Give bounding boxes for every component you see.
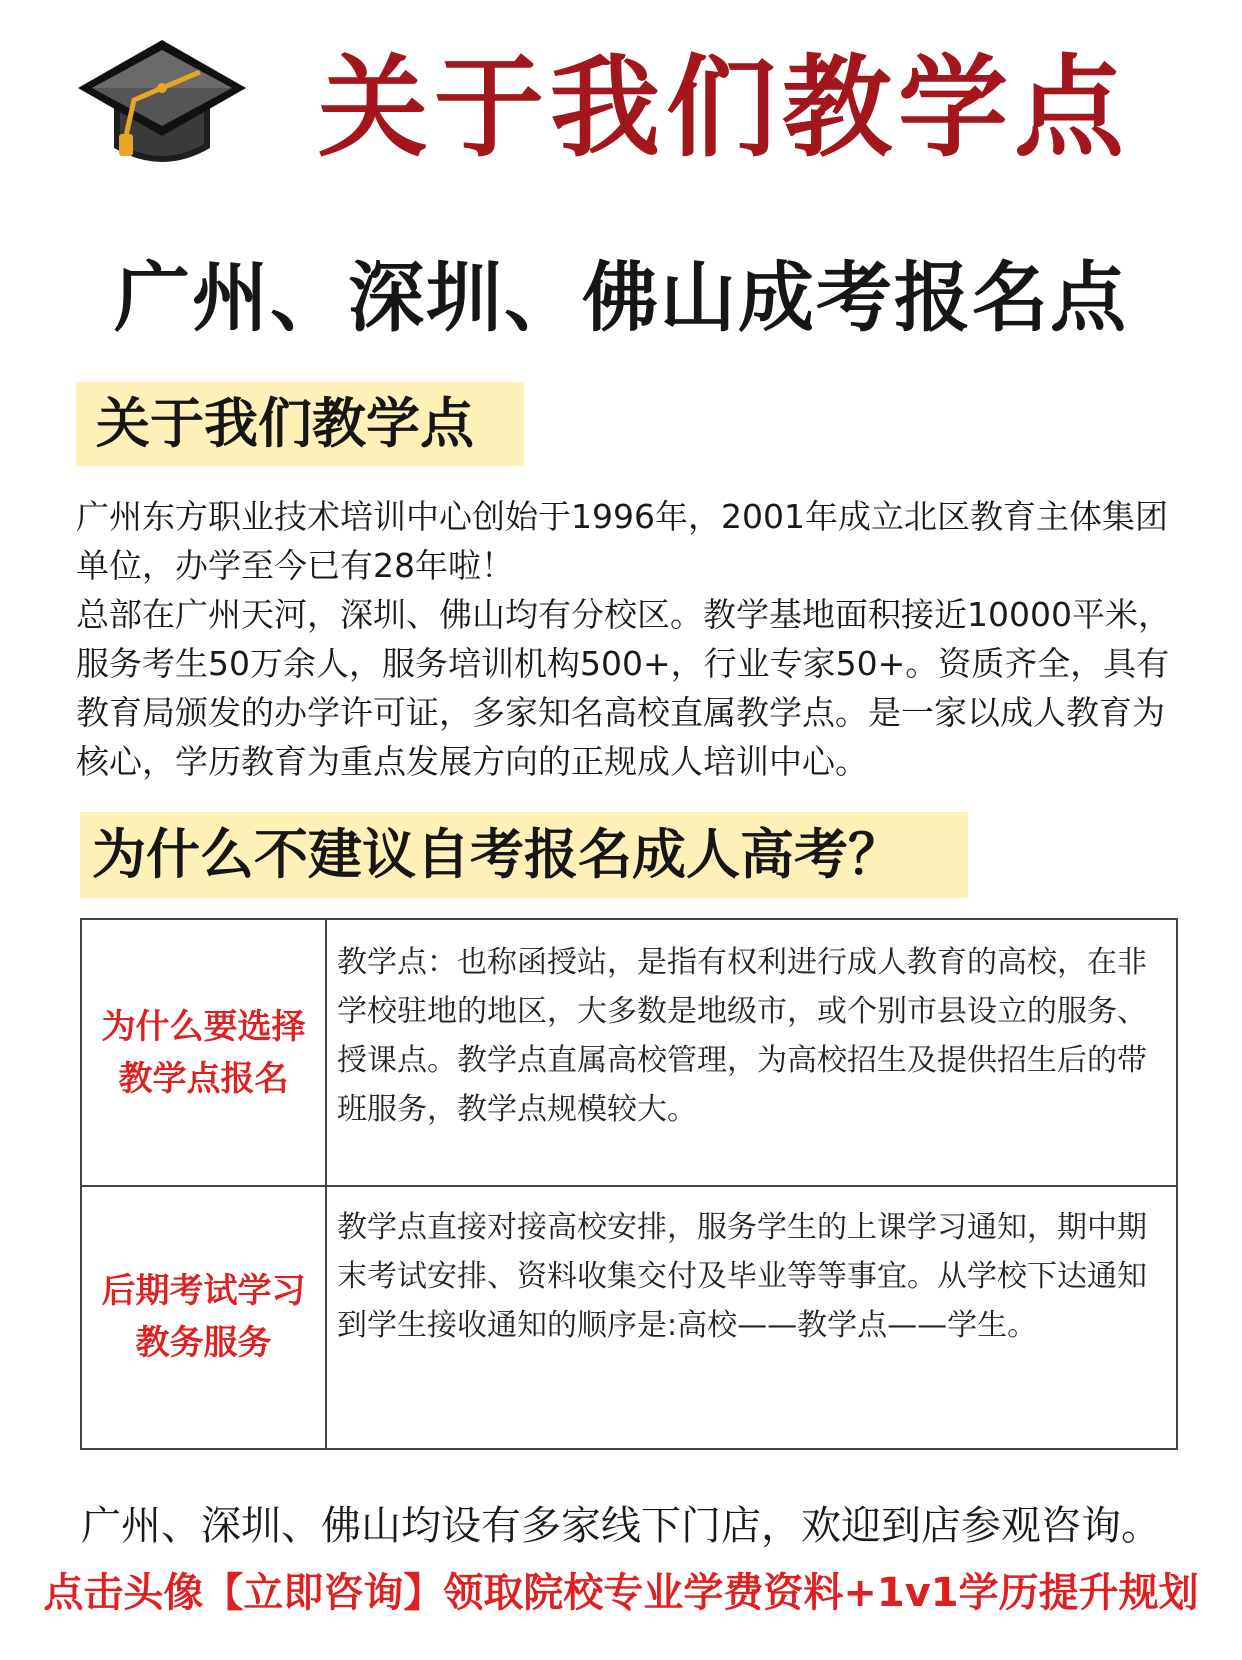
info-table — [80, 918, 1178, 1450]
graduation-cap-icon — [74, 36, 250, 170]
row-label-cell — [82, 920, 327, 1185]
table-row — [82, 920, 1176, 1187]
footer-consult-cta[interactable]: 点击头像【立即咨询】领取院校专业学费资料+1v1学历提升规划 — [43, 1570, 1199, 1616]
row-text: 教学点：也称函授站，是指有权利进行成人教育的高校，在非学校驻地的地区，大多数是地级市，或个别市县设立的服务、授课点。教学点直属高校管理，为高校招生及提供招生后的带班服务，教学点规模较大。 — [337, 945, 1147, 1127]
intro-paragraph: 广州东方职业技术培训中心创始于1996年，2001年成立北区教育主体集团单位，办学至今已有28年啦！ — [76, 497, 1168, 585]
footer-store-note: 广州、深圳、佛山均设有多家线下门店，欢迎到店参观咨询。 — [81, 1503, 1161, 1549]
row-label: 为什么要选择教学点报名 — [101, 1006, 306, 1099]
intro-paragraph: 总部在广州天河，深圳、佛山均有分校区。教学基地面积接近10000平米，服务考生50万余人，服务培训机构500+，行业专家50+。资质齐全，具有教育局颁发的办学许可证，多家知名高校直属教学点。是一家以成人教育为核心，学历教育为重点发展方向的正规成人培训中心。 — [76, 595, 1171, 781]
about-heading: 关于我们教学点 — [76, 382, 524, 466]
why-heading: 为什么不建议自考报名成人高考？ — [80, 812, 968, 898]
row-label: 后期考试学习教务服务 — [101, 1270, 306, 1363]
about-intro — [76, 492, 1176, 786]
row-label-cell — [82, 1185, 327, 1448]
page-title: 关于我们教学点 — [318, 44, 1130, 172]
table-row — [82, 1185, 1176, 1448]
row-text: 教学点直接对接高校安排，服务学生的上课学习通知，期中期末考试安排、资料收集交付及毕业等等事宜。从学校下达通知到学生接收通知的顺序是:高校——教学点——学生。 — [337, 1210, 1147, 1343]
page-subtitle: 广州、深圳、佛山成考报名点 — [114, 253, 1128, 342]
